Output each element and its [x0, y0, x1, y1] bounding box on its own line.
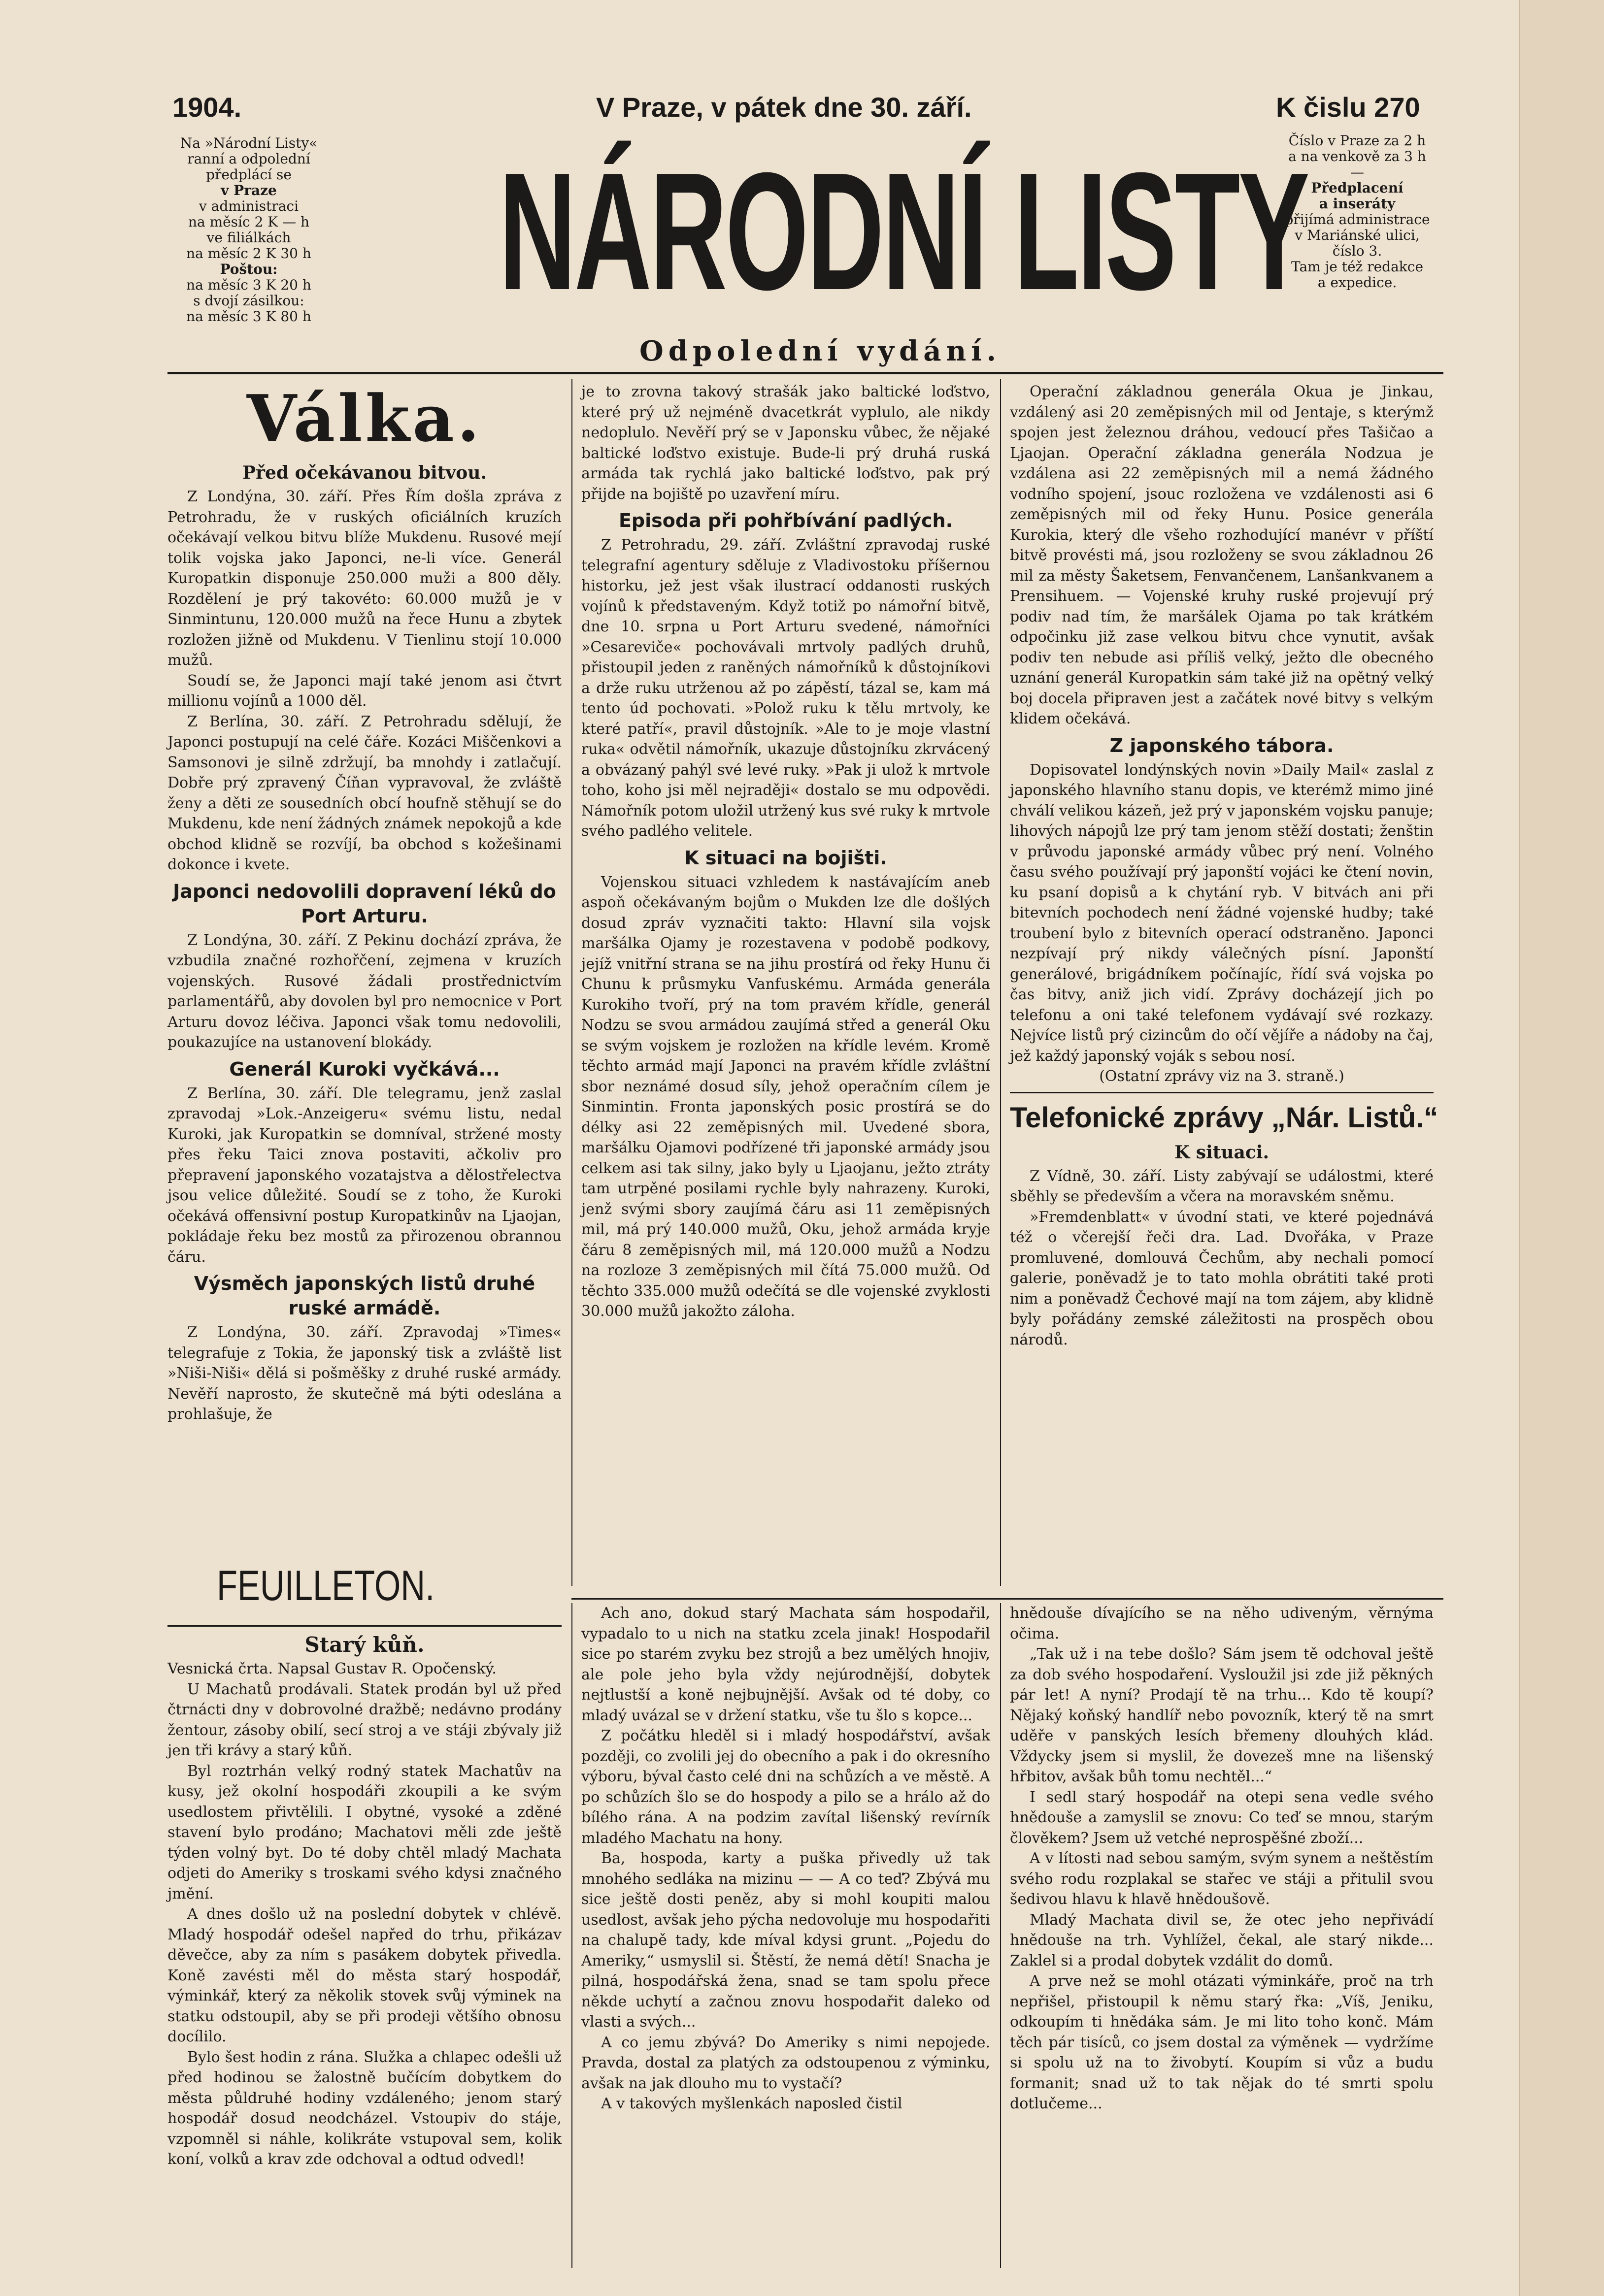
article-paragraph: Z Londýna, 30. září. Z Pekinu dochází zpráva, že vzbudila značné rozhořčení, zejmena v kruzích vojenských. Rusové žádali prostřednictvím parlamentářů, aby dovolen byl pro nemocnice v Port Arturu dovoz léčiva. Japonci však tomu nedovolili, poukazujíce na ustanovení blokády.: [167, 931, 562, 1051]
page-edge: [1520, 0, 1604, 2296]
section-heading: Japonci nedovolili dopravení léků do Port Arturu.: [173, 880, 556, 927]
story-paragraph: U Machatů prodávali. Statek prodán byl už před čtrnácti dny v dobrovolné dražbě; nedávno prodány žentour, zásoby obilí, secí stroj a ve stáji zbývaly již jen tři krávy a starý kůň.: [167, 1680, 562, 1759]
sub-line: ve filiálkách: [206, 230, 291, 246]
price-line: v Mariánské ulici,: [1295, 227, 1420, 243]
price-line: a expedice.: [1317, 274, 1397, 291]
section-heading: Před očekávanou bitvou.: [242, 462, 487, 483]
sub-line: na měsíc 2 K 30 h: [186, 245, 311, 262]
sub-line: s dvojí zásilkou:: [193, 293, 304, 309]
section-heading: Výsměch japonských listů druhé ruské armádě.: [194, 1273, 535, 1319]
price-line: Číslo v Praze za 2 h: [1288, 132, 1426, 149]
news-column-1: [167, 379, 562, 1425]
section-heading: Episoda při pohřbívání padlých.: [618, 510, 953, 531]
feuilleton-column-2: [581, 1603, 990, 2114]
section-heading: K situaci na bojišti.: [684, 847, 887, 869]
story-paragraph: Ach ano, dokud starý Machata sám hospodařil, vypadalo to u nich na statku zcela jinak! Hospodařil sice po starém zvyku bez strojů a bez umělých hnojiv, ale pole jeho byla vždy nejúrodnější, dobytek nejtlustší a koně nejbujnější. Avšak od té doby, co mladý uvázal se v držení statku, vše tu šlo s kopce...: [581, 1605, 990, 1724]
column-rule: [1000, 1603, 1001, 2268]
sub-line: v Praze: [221, 182, 277, 198]
article-paragraph: je to zrovna takový strašák jako baltické loďstvo, které prý už nejméně dvacetkrát vyplulo, ale nikdy nedoplulo. Nevěří prý se v Japonsku vůbec, že nějaké baltické loďstvo existuje. Bude-li prý druhá ruská armáda tak rychlá jako baltické loďstvo, pak prý přijde na bojiště po uzavření míru.: [581, 383, 990, 503]
article-paragraph: Vojenskou situaci vzhledem k nastávajícím aneb aspoň očekávaným bojům o Mukden lze dle došlých dosud zpráv vyznačiti takto: Hlavní sila vojsk maršálka Ojamy je rozestavena v podobě podkovy, jejíž vnitřní strana se na jihu prostírá od řeky Hunu či Chunu k průsmyku Vanfuskému. Armáda generála Kurokiho tvoří, prý na tom pravém křídle, generál Nodzu se svou armádou zaujímá střed a generál Oku se svým vojskem je rozložen na křídle levém. Kromě těchto armád mají Japonci na pravém křídle zvláštní sbor neznámé dosud síly, jehož operačním cílem je Sinmintin. Fronta japonských posic prostírá se do délky asi 22 zeměpisných mil. Uvedené sbora, maršálku Ojamovi podřízené tři japonské armády jsou celkem asi tak silny, jako byly u Ljaojanu, ježto ztráty tam utrpěné posilami rychle byly nahrazeny. Kuroki, jenž svými sbory zaujímá čáru asi 11 zeměpisných mil, má prý 140.000 mužů, Oku, jehož armáda kryje čáru 8 zeměpisných mil, má 120.000 mužů a Nodzu na rozloze 3 zeměpisných mil čítá 75.000 mužů. Od těchto 335.000 mužů odečítá se dle vojenské zvyklosti 30.000 mužů jakožto záloha.: [581, 873, 990, 1320]
section-heading: K situaci.: [1174, 1142, 1270, 1163]
article-paragraph: Z Berlína, 30. září. Z Petrohradu sdělují, že Japonci postupují na celé čáře. Kozáci Miščenkovi a Samsonovi je silně zdržují, ba mnohdy i zatlačují. Dobře prý zpravený Číňan vypravoval, že zvláště ženy a děti ze sousedních obcí houfně stěhují se do Mukdenu, kde není žádných známek nepokojů a kde obchod klidně se rozvíjí, ba obchod s kožešinami dokonce i kvete.: [167, 713, 562, 873]
story-paragraph: Z počátku hleděl si i mladý hospodářství, avšak později, co zvolili jej do obecního a pak i do okresního výboru, býval často celé dni na schůzích a ve městě. A po schůzích šlo se do hospody a pilo se a hrálo až do bílého rána. A na podzim zavítal lišenský revírník mladého Machatu na hony.: [581, 1727, 990, 1847]
story-paragraph: Byl roztrhán velký rodný statek Machatův na kusy, jež okolní hospodáři zkoupili a ke svým usedlostem přivtělili. I obytné, vysoké a zděné stavení bylo prodáno; Machatovi měli zde ještě týden volný byt. Do té doby chtěl mladý Machata odjeti do Ameriky s troskami svého kdysi značného jmění.: [167, 1762, 562, 1902]
war-heading: Válka.: [246, 381, 483, 456]
edition-label: Odpolední vydání.: [639, 335, 1001, 367]
price-line: a inseráty: [1319, 196, 1396, 212]
article-paragraph: Z Londýna, 30. září. Zpravodaj »Times« telegrafuje z Tokia, že japonský tisk a zvláště list »Niši-Niši« dělá si pošměšky z druhé ruské armády. Nevěří naprosto, že skutečně má býti odeslána a prohlašuje, že: [167, 1324, 562, 1423]
feuilleton-label: FEUILLETON.: [217, 1562, 435, 1609]
article-note: (Ostatní zprávy viz na 3. straně.): [1099, 1068, 1344, 1085]
year: 1904.: [172, 92, 242, 123]
feuilleton-column-3: [1010, 1603, 1434, 2114]
price-line: přijímá administrace: [1284, 211, 1430, 228]
story-paragraph: Ba, hospoda, karty a puška přivedly už tak mnohého sedláka na mizinu — — A co teď? Zbývá mu sice ještě dosti peněz, aby si mohl koupiti malou usedlost, avšak jeho pýcha nedovoluje mu hospodařiti na chalupě tady, kde míval kdysi grunt. „Pojedu do Ameriky,“ usmyslil si. Štěstí, že nemá dětí! Snacha je pilná, hospodářská žena, snad se tam spolu přece někde uchytí a začnou znovu hospodařit daleko od vlasti a svých...: [581, 1850, 990, 2031]
price-line: Tam je též redakce: [1291, 259, 1424, 275]
sub-line: na měsíc 2 K — h: [188, 214, 310, 230]
article-paragraph: Operační základnou generála Okua je Jinkau, vzdálený asi 20 zeměpisných mil od Jentaje, s kterýmž spojen jest železnou dráhou, vedoucí přes Tašičao a Ljaojan. Operační základna generála Nodzua je vzdálena asi 22 zeměpisných mil a nemá žádného vodního spojení, jsouc rozložena ve vzdálenosti asi 6 zeměpisných mil od řeky Hunu. Posice generála Kurokia, který dle všeho rozhodující manévr v příští bitvě provésti má, jsou rozloženy se svou základnou 26 mil za městy Šaketsem, Fenvančenem, Lanšankvanem a Prensihuem. — Vojenské kruhy ruské projevují prý podiv nad tím, že maršálek Ojama po tak krátkém odpočinku již zase velkou bitvu chce vynutit, avšak podiv ten nebude asi příliš velký, ježto dle obecného uznání generál Kuropatkin sám také již na opětný velký boj docela připraven jest a začátek nové bitvy s velkým klidem očekává.: [1010, 383, 1434, 727]
header-rule: [167, 372, 1443, 374]
dateline: V Praze, v pátek dne 30. září.: [596, 92, 972, 123]
sub-line: ranní a odpolední: [187, 151, 310, 167]
news-column-3: [1010, 382, 1438, 1350]
price-box: [1276, 133, 1438, 291]
article-paragraph: Z Petrohradu, 29. září. Zvláštní zpravodaj ruské telegrafní agentury sděluje z Vladivostoku příšernou historku, jež jest však ilustrací oddanosti ruských vojínů k představeným. Když totiž po námořní bitvě, dne 10. srpna u Port Arturu svedené, námořníci »Cesareviče« pochovávali mrtvoly padlých druhů, přistoupil jeden z raněných námořníků k důstojníkovi a drže ruku utrženou až po zápěstí, tázal se, kam má tento úd pochovati. »Polož ruku k tělu mrtvoly, ke které patří«, pravil důstojník. »Ale to je moje vlastní ruka« odvětil námořník, ukazuje důstojníku zkrvácený a obvázaný pahýl své levé ruky. »Pak ji ulož k mrtvole toho, koho jsi měl nejraději« dostalo se mu odpovědi. Námořník potom uložil utržený kus své ruky k mrtvole svého padlého velitele.: [581, 536, 990, 840]
story-paragraph: Mladý Machata divil se, že otec jeho nepřivádí hnědouše na trh. Vyhlížel, čekal, ale starý nikde... Zaklel si a prodal dobytek vzdálit do domů.: [1010, 1911, 1434, 1969]
story-paragraph: A v takových myšlenkách naposled čistil: [601, 2095, 902, 2112]
header-row: [172, 91, 1420, 131]
article-paragraph: Z Berlína, 30. září. Dle telegramu, jenž zaslal zpravodaj »Lok.-Anzeigeru« svému listu, nedal Kuroki, jak Kuropatkin se domníval, stržené mosty přes řeku Taici znova postaviti, ačkoliv pro přepravení japonského vozatajstva a dělostřelectva jsou velice důležité. Soudí se z toho, že Kuroki očekává offensivní postup Kuropatkinův na Ljaojan, pokládaje řeku bez mostů za přirozenou obrannou čáru.: [167, 1084, 562, 1266]
telephone-rule: [1010, 1092, 1434, 1093]
article-paragraph: Z Londýna, 30. září. Přes Řím došla zpráva z Petrohradu, že v ruských oficiálních kruzích očekávají velkou bitvu blíže Mukdenu. Rusové mejí tolik vojska jako Japonci, ne-li více. Generál Kuropatkin disponuje 250.000 muži a 800 děly. Rozdělení je prý takovéto: 60.000 mužů je v Sinmintunu, 120.000 mužů na řece Hunu a zbytek rozložen jižně od Mukdenu. V Tienlinu stojí 10.000 mužů.: [167, 488, 562, 669]
issue-number: K čislu 270: [1276, 92, 1420, 123]
column-rule: [571, 1603, 572, 2268]
column-rule: [571, 379, 572, 1586]
story-paragraph: Bylo šest hodin z rána. Služka a chlapec odešli už před hodinou se žalostně bučícím dobytkem do města půldruhé hodiny vzdáleného; jenom starý hospodář dosud neodcházel. Vstoupiv do stáje, vzpomněl si náhle, kolikráte vstupoval sem, kolik koní, volků a krav zde odchoval a odtud odvedl!: [167, 2048, 562, 2168]
section-heading: Z japonského tábora.: [1109, 734, 1334, 756]
article-paragraph: Soudí se, že Japonci mají také jenom asi čtvrt millionu vojínů a 1000 děl.: [167, 672, 562, 710]
sub-line: Poštou:: [220, 261, 278, 277]
page-fold: [1519, 0, 1520, 2296]
section-heading: Generál Kuroki vyčkává...: [229, 1058, 500, 1080]
sub-line: na měsíc 3 K 80 h: [186, 308, 311, 325]
feuilleton-rule: [571, 1598, 1443, 1600]
telephone-news-heading: Telefonické zprávy „Nár. Listů.“: [1010, 1101, 1438, 1134]
sub-line: Na »Národní Listy«: [180, 135, 318, 151]
masthead-title: NÁRODNÍ LISTY: [499, 138, 1308, 325]
sub-line: v administraci: [199, 198, 299, 214]
story-paragraph: A prve než se mohl otázati výminkáře, proč na trh nepřišel, přistoupil k němu starý řka: „Víš, Jeniku, odkoupím ti hnědáka sám. Je mi lito toho konč. Mám těch pár tisíců, co jsem dostal za výměnek — vydržíme si spolu už na to živobytí. Koupím si vůz a budu formanit; snad už to tak nějak do té smrti spolu dotlučeme...: [1010, 1972, 1434, 2112]
price-line: a na venkově za 3 h: [1288, 148, 1426, 164]
feuilleton-column-1: [167, 1630, 562, 2170]
story-paragraph: A v lítosti nad sebou samým, svým synem a neštěstím svého rodu rozplakal se stařec ve stáji a přitulil svou šedivou hlavu k hlavě hnědoušově.: [1010, 1850, 1434, 1908]
article-paragraph: Dopisovatel londýnských novin »Daily Mail« zaslal z japonského hlavního stanu dopis, ve kterémž mimo jiné chválí velikou kázeň, jež prý v japonském vojsku panuje; lihových nápojů lze prý tam jenom stěží dostati; ženštin v průvodu japonské armády vůbec prý není. Volného času svého používají prý japonští vojáci ke čtení novin, ku psaní dopisů a k chytání ryb. V bitvách ani při bitevních pochodech není žádné vojenské hudby; také troubení bylo z bitevních operací odstraněno. Japonci nezpívají prý nikdy válečných písní. Japonští generálové, brigádníkem počínajíc, řídí svá vojska po čas bitvy, aniž jich vidí. Zprávy docházejí jich po telefonu a oni také telefonem vydávají své rozkazy. Nejvíce listů prý cizincům do očí vějíře a nádoby na čaj, jež každý japonský voják s sebou nosí.: [1010, 761, 1434, 1065]
story-paragraph: „Tak už i na tebe došlo? Sám jsem tě odchoval ještě za dob svého hospodaření. Vysloužil jsi zde již pěkných pár let! A nyní? Prodají tě na trhu... Kdo tě koupí? Nějaký koňský handlíř nebo povozník, který tě na smrt uděře v panských lesích břemeny dlouhých klád. Vždycky jsem si myslil, že dovezeš mne na lišenský hřbitov, avšak bůh tomu nechtěl...“: [1010, 1645, 1434, 1785]
feuilleton-label-rule: [167, 1625, 562, 1627]
subscription-box: [167, 135, 330, 325]
sub-line: předplácí se: [206, 166, 292, 183]
price-line: Předplacení: [1311, 180, 1404, 196]
story-paragraph: hnědouše dívajícího se na něho udiveným, věrnýma očima.: [1010, 1605, 1434, 1642]
news-column-2: [581, 382, 990, 1322]
sub-line: na měsíc 3 K 20 h: [186, 277, 311, 293]
story-paragraph: A co jemu zbývá? Do Ameriky s nimi nepojede. Pravda, dostal za platých za odstoupenou z výminku, avšak na jak dlouho mu to vystačí?: [581, 2034, 990, 2092]
story-byline: Vesnická črta. Napsal Gustav R. Opočenský.: [167, 1660, 497, 1677]
article-paragraph: »Fremdenblatt« v úvodní stati, ve které pojednává též o včerejší řeči dra. Lad. Dvořáka, v Praze promluvené, domlouvá Čechům, aby nechali pomocí galerie, poněvadž je to tato mohla obrátiti také proti nim a poněvadž Čechové mají na tom zájem, aby klidně byly pořádány zemské záležitosti na prospěch obou národů.: [1010, 1208, 1434, 1348]
article-paragraph: Z Vídně, 30. září. Listy zabývají se událostmi, které sběhly se především a včera na moravském sněmu.: [1010, 1167, 1434, 1205]
price-line: —: [1350, 164, 1364, 180]
story-paragraph: I sedl starý hospodář na otepi sena vedle svého hnědouše a zamyslil se znovu: Co teď se mnou, starým člověkem? Jsem už vetché neprospěšné zboží...: [1010, 1788, 1434, 1847]
story-title: Starý kůň.: [304, 1633, 425, 1657]
column-rule: [1000, 379, 1001, 1586]
price-line: číslo 3.: [1332, 243, 1382, 259]
story-paragraph: A dnes došlo už na poslední dobytek v chlévě. Mladý hospodář odešel napřed do trhu, přikázav děvečce, aby za ním s pasákem dobytek přivedla. Koně zavésti měl do města starý hospodář, výminkář, který za několik stovek svůj výminek na statku odstoupil, aby se při prodeji většího obnosu docílilo.: [167, 1905, 562, 2045]
